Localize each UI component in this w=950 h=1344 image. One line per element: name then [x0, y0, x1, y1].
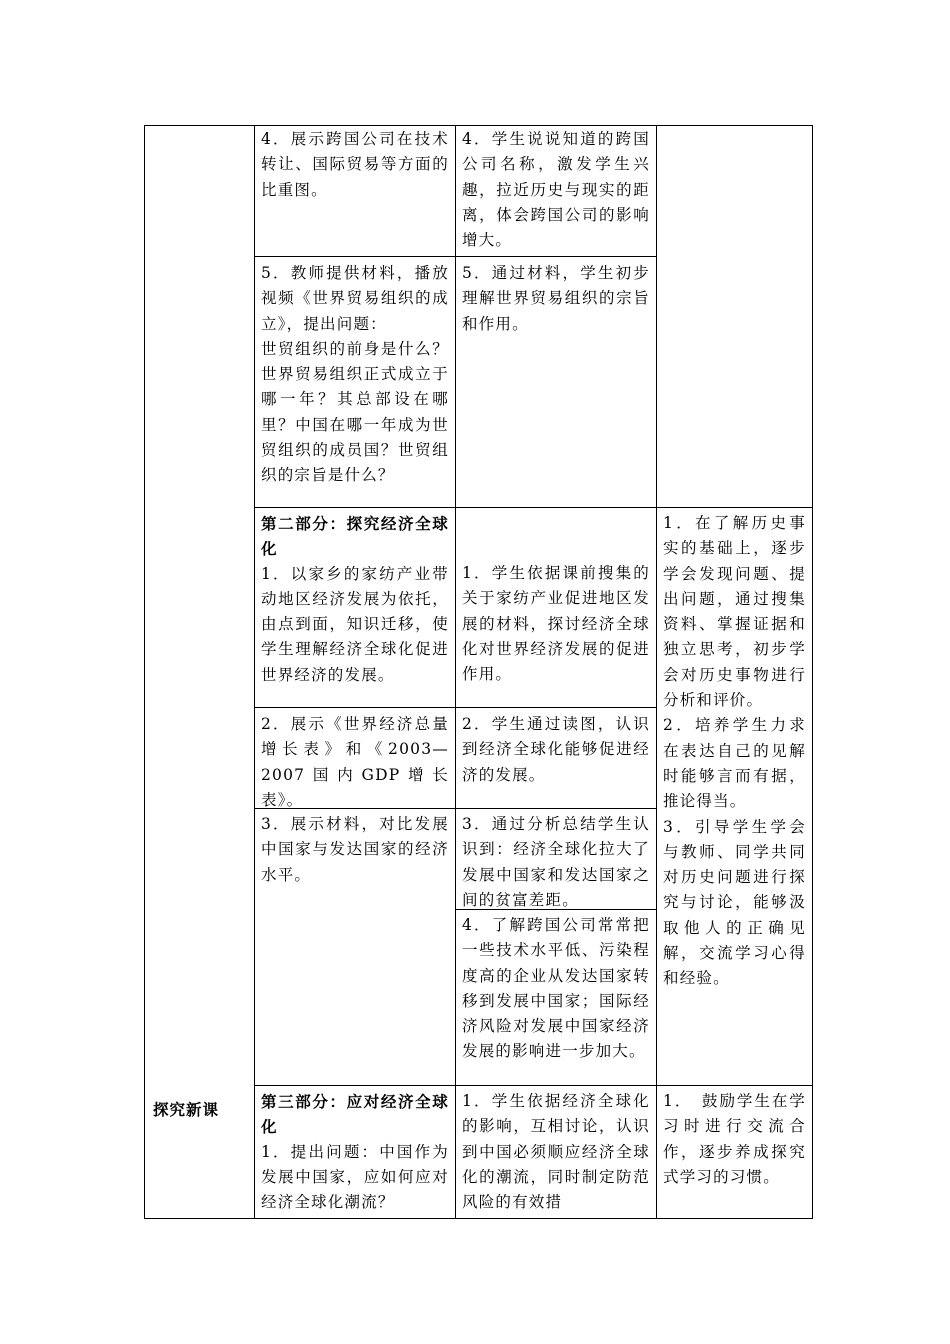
col-divider-1 [254, 125, 255, 1219]
design-intent-text: 2．培养学生力求在表达自己的见解时能够言而有据，推论得当。 [663, 716, 806, 811]
row-divider [254, 707, 456, 708]
student-activity-text: 4．学生说说知道的跨国公司名称，激发学生兴趣，拉近历史与现实的距离，体会跨国公司的影响增大。 [462, 130, 650, 250]
student-activity-text: 5．通过材料，学生初步理解世界贸易组织的宗旨和作用。 [462, 264, 650, 333]
student-activity-cell [462, 261, 650, 337]
student-activity-cell [462, 913, 650, 1065]
part-three-title: 第三部分：应对经济全球化 [261, 1092, 449, 1137]
student-activity-cell [462, 561, 650, 687]
col-divider-2 [455, 125, 456, 1219]
design-intent-cell [663, 511, 806, 992]
row-divider [254, 1085, 456, 1086]
teacher-activity-text: 3．展示材料，对比发展中国家与发达国家的经济水平。 [261, 815, 449, 884]
col-divider-3 [656, 125, 657, 1219]
row-divider [656, 507, 813, 508]
row-divider [455, 707, 657, 708]
section-label: 探究新课 [153, 1100, 220, 1119]
teacher-activity-text: 4．展示跨国公司在技术转让、国际贸易等方面的比重图。 [261, 130, 449, 199]
row-divider [455, 1085, 657, 1086]
row-divider [254, 507, 456, 508]
row-divider [254, 256, 456, 257]
teacher-activity-questions: 世贸组织的前身是什么？世界贸易组织正式成立于哪一年？其总部设在哪里？中国在哪一年成为世贸组织的成员国？世贸组织的宗旨是什么？ [261, 339, 449, 485]
teacher-activity-cell [261, 812, 449, 888]
design-intent-text: 3．引导学生学会与教师、同学共同对历史问题进行探究与讨论，能够汲取他人的正确见解，交流学习心得和经验。 [663, 817, 806, 988]
row-divider [455, 507, 657, 508]
table-border-right [812, 125, 813, 1219]
teacher-activity-text: 1．提出问题：中国作为发展中国家，应如何应对经济全球化潮流？ [261, 1142, 449, 1212]
teacher-activity-cell [261, 1089, 449, 1215]
student-activity-text: 4．了解跨国公司常常把一些技术水平低、污染程度高的企业从发达国家转移到发展中国家；国际经济风险对发展中国家经济发展的影响进一步加大。 [462, 916, 650, 1061]
teacher-activity-cell [261, 127, 449, 203]
teacher-activity-cell [261, 511, 449, 688]
table-border-top [144, 125, 813, 126]
student-activity-cell [462, 812, 650, 913]
row-divider [656, 1085, 813, 1086]
student-activity-text: 3．通过分析总结学生认识到：经济全球化拉大了发展中国家和发达国家之间的贫富差距。 [462, 815, 650, 909]
design-intent-cell [663, 1089, 806, 1190]
teacher-activity-cell [261, 712, 449, 813]
student-activity-cell [462, 1089, 650, 1215]
student-activity-cell [462, 127, 650, 253]
part-two-title: 第二部分：探究经济全球化 [261, 514, 449, 559]
teacher-activity-text: 5．教师提供材料，播放视频《世界贸易组织的成立》，提出问题： [261, 264, 449, 333]
teacher-activity-text: 2．展示《世界经济总量增长表》和《2003—2007国内GDP增长表》。 [261, 715, 449, 809]
row-divider [455, 808, 657, 809]
row-divider [455, 256, 657, 257]
student-activity-text: 1．学生依据课前搜集的关于家纺产业促进地区发展的材料，探讨经济全球化对世界经济发展的促进作用。 [462, 564, 650, 684]
table-border-bottom [144, 1218, 813, 1219]
student-activity-text: 2．学生通过读图，认识到经济全球化能够促进经济的发展。 [462, 715, 650, 784]
student-activity-text: 1．学生依据经济全球化的影响，互相讨论，认识到中国必须顺应经济全球化的潮流，同时制定防范风险的有效措 [462, 1092, 650, 1212]
design-intent-text: 1．在了解历史事实的基础上，逐步学会发现问题、提出问题，通过搜集资料、掌握证据和独立思考，初步学会对历史事物进行分析和评价。 [663, 514, 806, 710]
student-activity-cell [462, 712, 650, 788]
table-border-left [144, 125, 145, 1219]
design-intent-text: 1． 鼓励学生在学习时进行交流合作，逐步养成探究式学习的习惯。 [663, 1092, 806, 1186]
teacher-activity-cell [261, 261, 449, 489]
teacher-activity-text: 1．以家乡的家纺产业带动地区经济发展为依托，由点到面，知识迁移，使学生理解经济全球化促进世界经济的发展。 [261, 564, 449, 684]
